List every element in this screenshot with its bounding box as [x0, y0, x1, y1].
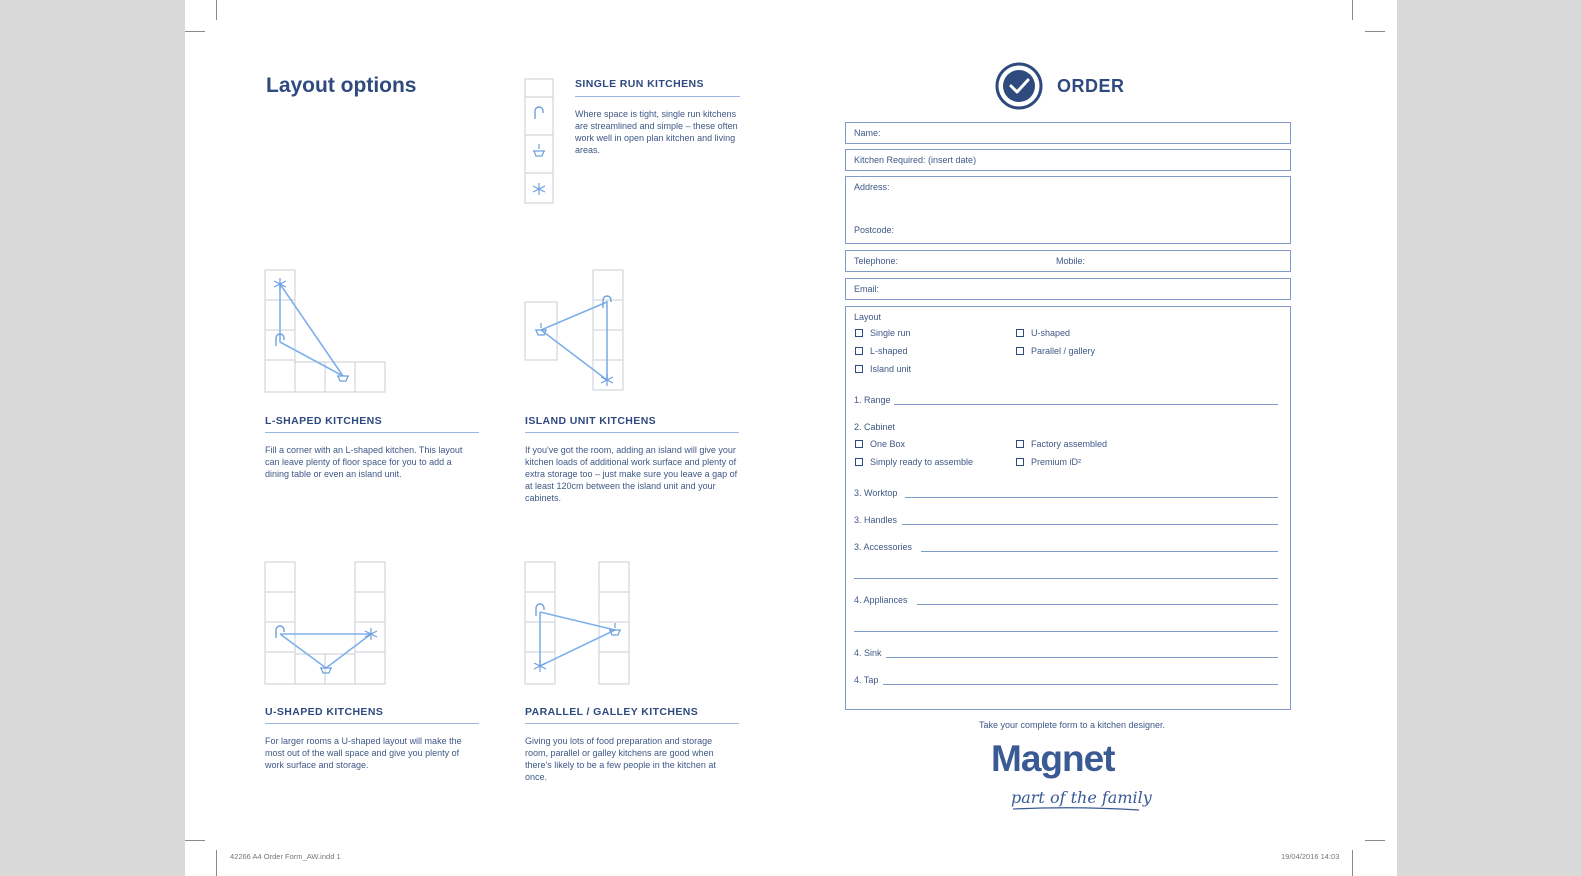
worktop-label: 3. Worktop — [854, 488, 898, 498]
l-shaped-diagram — [263, 268, 393, 396]
crop-mark — [216, 850, 217, 876]
section-description: If you've got the room, adding an island will give your kitchen loads of additional work surface and plenty of extra storage too – just make sure you leave a gap of at least 120cm between the island unit and your cabinets. — [525, 445, 738, 503]
appliances-line-2[interactable] — [854, 631, 1278, 632]
layout-label: Layout — [854, 312, 882, 322]
section-rule — [525, 432, 739, 433]
worktop-line[interactable] — [905, 497, 1278, 498]
cabinet-premium-checkbox[interactable] — [1016, 458, 1024, 466]
crop-mark — [185, 31, 205, 32]
field-label: Address: — [854, 182, 890, 192]
order-details-box — [845, 306, 1291, 710]
brand-tagline: part of the family — [1011, 788, 1152, 807]
layout-single-run-checkbox[interactable] — [855, 329, 863, 337]
field-label: Email: — [854, 284, 880, 294]
section-description: For larger rooms a U-shaped layout will make the most out of the wall space and give you plenty of work surface and storage. — [265, 736, 462, 770]
single-run-diagram — [523, 77, 555, 207]
crop-mark — [216, 0, 217, 20]
telephone-field[interactable] — [845, 250, 1291, 272]
section-description: Fill a corner with an L-shaped kitchen. This layout can leave plenty of floor space for you to add a dining table or even an island unit. — [265, 445, 463, 479]
tap-label: 4. Tap — [854, 675, 879, 685]
section-rule — [265, 723, 479, 724]
section-title: ISLAND UNIT KITCHENS — [525, 415, 657, 427]
crop-mark — [185, 840, 205, 841]
order-check-icon — [995, 62, 1043, 110]
print-timestamp: 19/04/2016 14:03 — [1281, 852, 1340, 861]
crop-mark — [1365, 840, 1385, 841]
section-title: U-SHAPED KITCHENS — [265, 706, 384, 718]
appliances-line[interactable] — [917, 604, 1278, 605]
accessories-line-2[interactable] — [854, 578, 1278, 579]
range-label: 1. Range — [854, 395, 891, 405]
accessories-line[interactable] — [921, 551, 1278, 552]
checkbox-label: Island unit — [870, 364, 912, 374]
checkbox-label: Parallel / gallery — [1031, 346, 1096, 356]
accessories-label: 3. Accessories — [854, 542, 913, 552]
section-rule — [525, 723, 739, 724]
checkbox-label: Simply ready to assemble — [870, 457, 974, 467]
layout-island-checkbox[interactable] — [855, 365, 863, 373]
kitchen-required-field[interactable] — [845, 149, 1291, 171]
tagline-underline — [1011, 806, 1141, 812]
field-label: Kitchen Required: (insert date) — [854, 155, 977, 165]
sink-label: 4. Sink — [854, 648, 882, 658]
section-description: Where space is tight, single run kitchens are streamlined and simple – these often work well in open plan kitchen and living areas. — [575, 109, 738, 155]
order-title: ORDER — [1057, 76, 1125, 96]
tap-icon — [535, 107, 543, 119]
section-rule — [575, 96, 740, 97]
checkbox-label: L-shaped — [870, 346, 908, 356]
layout-u-shaped-checkbox[interactable] — [1016, 329, 1024, 337]
checkbox-label: U-shaped — [1031, 328, 1071, 338]
layout-l-shaped-checkbox[interactable] — [855, 347, 863, 355]
file-slug: 42266 A4 Order Form_AW.indd 1 — [230, 852, 341, 861]
document-page — [185, 0, 1397, 876]
field-label: Mobile: — [1056, 256, 1086, 266]
crop-mark — [1365, 31, 1385, 32]
checkbox-label: Single run — [870, 328, 911, 338]
fridge-icon — [274, 278, 286, 290]
magnet-logo: Magnet — [991, 738, 1115, 779]
hob-icon — [533, 144, 545, 156]
checkbox-label: Factory assembled — [1031, 439, 1108, 449]
field-label: Name: — [854, 128, 881, 138]
crop-mark — [1352, 0, 1353, 20]
section-description: Giving you lots of food preparation and storage room, parallel or galley kitchens are good when there's likely to be a few people in the kitchen at once. — [525, 736, 716, 782]
checkbox-label: One Box — [870, 439, 906, 449]
cabinet-factory-checkbox[interactable] — [1016, 440, 1024, 448]
section-title: L-SHAPED KITCHENS — [265, 415, 383, 427]
range-line[interactable] — [894, 404, 1278, 405]
handles-label: 3. Handles — [854, 515, 898, 525]
fridge-icon — [534, 660, 546, 672]
name-field[interactable] — [845, 122, 1291, 144]
handles-line[interactable] — [902, 524, 1278, 525]
fridge-icon — [601, 374, 613, 386]
section-title: SINGLE RUN KITCHENS — [575, 78, 704, 90]
section-title: PARALLEL / GALLEY KITCHENS — [525, 706, 699, 718]
parallel-diagram — [523, 560, 635, 688]
field-label: Telephone: — [854, 256, 899, 266]
page-title: Layout options — [266, 74, 417, 97]
sink-line[interactable] — [886, 657, 1278, 658]
island-diagram — [523, 268, 627, 396]
order-note: Take your complete form to a kitchen designer. — [978, 720, 1166, 730]
appliances-label: 4. Appliances — [854, 595, 908, 605]
u-shaped-diagram — [263, 560, 393, 688]
cabinet-simply-checkbox[interactable] — [855, 458, 863, 466]
layout-parallel-checkbox[interactable] — [1016, 347, 1024, 355]
cabinet-one-box-checkbox[interactable] — [855, 440, 863, 448]
tap-line[interactable] — [883, 684, 1278, 685]
field-label: Postcode: — [854, 225, 895, 235]
fridge-icon — [533, 183, 545, 195]
address-field[interactable] — [845, 176, 1291, 244]
hob-icon — [337, 376, 349, 381]
checkbox-label: Premium iD² — [1031, 457, 1082, 467]
crop-mark — [1352, 850, 1353, 876]
email-field[interactable] — [845, 278, 1291, 300]
cabinet-label: 2. Cabinet — [854, 422, 896, 432]
section-rule — [265, 432, 479, 433]
